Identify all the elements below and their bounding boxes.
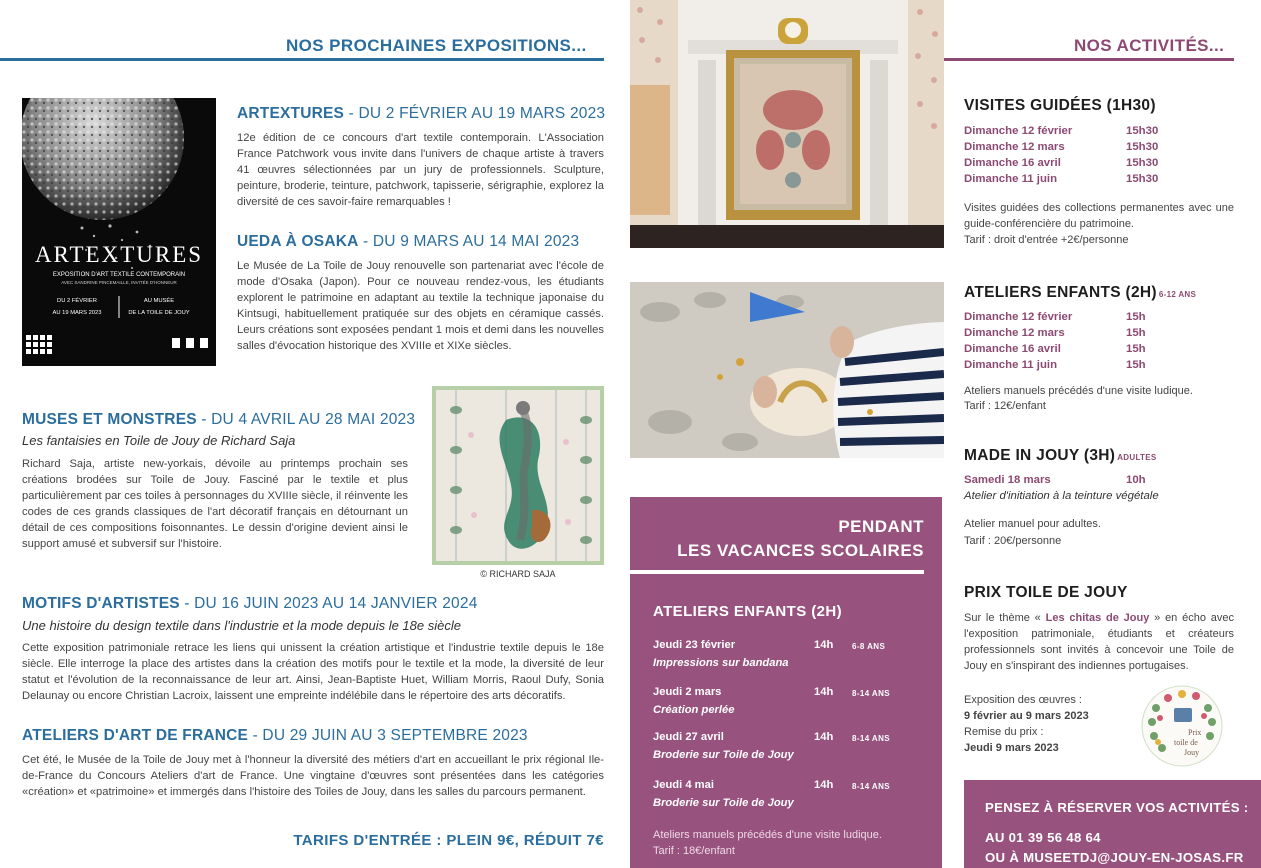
muses-name: MUSES ET MONSTRES <box>22 411 197 428</box>
activites-rule <box>944 58 1234 61</box>
vacances-ateliers-title: ATELIERS ENFANTS (2H) <box>653 603 842 620</box>
session-age: 8-14 ANS <box>852 734 891 743</box>
artextures-name: ARTEXTURES <box>237 105 345 122</box>
artextures-text: 12e édition de ce concours d'art textile contemporain. L'Association France Patchwork vous invite dans l'univers de chaque artiste à travers 41 œuvres sélectionnées par un jury de professionnels. Sculpture, peinture, broderie, teinture, patchwork, tapisserie, sérigraphie, explorez la diversité de ces savoir-faire remarquables ! <box>237 132 604 208</box>
prix-remise-label: Remise du prix : <box>964 726 1044 738</box>
motifs-subtitle: Une histoire du design textile dans l'industrie et la mode depuis le 18e siècle <box>22 618 461 633</box>
enfants-date: Dimanche 16 avril <box>964 343 1061 355</box>
enfants-title <box>964 284 1196 302</box>
poster-venue-1: AU MUSÉE <box>143 298 175 304</box>
visites-schedule <box>964 123 1158 187</box>
enfants-row <box>964 325 1146 341</box>
prix-logo-text-1: Prix <box>1188 728 1202 737</box>
visite-date: Dimanche 12 mars <box>964 141 1065 153</box>
saja-credit: © RICHARD SAJA <box>480 569 556 579</box>
made-schedule <box>964 472 1146 488</box>
session-date: Jeudi 4 mai <box>653 779 714 791</box>
prix-text-a: Sur le thème « <box>964 612 1046 624</box>
motifs-name: MOTIFS D'ARTISTES <box>22 595 180 612</box>
children-workshop-photo <box>630 282 944 458</box>
prix-expo-label: Exposition des œuvres : <box>964 694 1082 706</box>
ueda-name: UEDA À OSAKA <box>237 233 359 250</box>
activites-heading: NOS ACTIVITÉS... <box>1074 36 1225 55</box>
prix-remise-date: Jeudi 9 mars 2023 <box>964 742 1059 754</box>
session-age: 8-14 ANS <box>852 689 891 698</box>
motifs-dates: - DU 16 JUIN 2023 AU 14 JANVIER 2024 <box>179 595 478 612</box>
saja-artwork-frame <box>432 386 604 565</box>
visite-row <box>964 155 1158 171</box>
museum-room-photo <box>630 0 944 248</box>
session-title: Broderie sur Toile de Jouy <box>653 749 794 761</box>
session-hour: 14h <box>814 779 834 791</box>
enfants-date: Dimanche 12 mars <box>964 327 1065 339</box>
enfants-schedule <box>964 309 1146 373</box>
muses-subtitle: Les fantaisies en Toile de Jouy de Richard Saja <box>22 433 296 448</box>
poster-dates-2: AU 19 MARS 2023 <box>52 310 102 316</box>
muses-title <box>22 411 422 429</box>
visite-time: 15h30 <box>1126 141 1159 153</box>
reservation-panel <box>964 780 1261 868</box>
prix-toile-de-jouy-logo <box>1136 682 1228 770</box>
muses-dates: - DU 4 AVRIL AU 28 MAI 2023 <box>196 411 416 428</box>
enfants-date: Dimanche 11 juin <box>964 359 1058 371</box>
motifs-title <box>22 595 612 613</box>
expositions-heading: NOS PROCHAINES EXPOSITIONS... <box>286 36 587 55</box>
ateliers-art-title <box>22 727 612 745</box>
session-hour: 14h <box>814 639 834 651</box>
made-title <box>964 447 1157 465</box>
enfants-note-2: Tarif : 12€/enfant <box>964 400 1046 412</box>
enfants-time: 15h <box>1126 343 1146 355</box>
saja-artwork <box>436 390 600 561</box>
visite-time: 15h30 <box>1126 157 1159 169</box>
expositions-rule <box>0 58 604 61</box>
made-time: 10h <box>1126 474 1146 486</box>
ateliers-art-name: ATELIERS D'ART DE FRANCE <box>22 727 249 744</box>
ueda-title <box>237 233 607 251</box>
reservation-title: PENSEZ À RÉSERVER VOS ACTIVITÉS : <box>985 800 1249 815</box>
workshop-illustration <box>630 282 944 458</box>
made-note-2: Tarif : 20€/personne <box>964 535 1062 547</box>
poster-title: ARTEXTURES <box>34 242 204 267</box>
prix-logo-wreath <box>1136 682 1228 770</box>
visite-date: Dimanche 11 juin <box>964 173 1058 185</box>
vacances-panel <box>630 497 942 868</box>
vacances-session <box>653 729 933 763</box>
session-age: 8-14 ANS <box>852 782 891 791</box>
visites-note-2: Tarif : droit d'entrée +2€/personne <box>964 234 1129 246</box>
enfants-time: 15h <box>1126 311 1146 323</box>
session-title: Impressions sur bandana <box>653 657 789 669</box>
made-adult-tag: ADULTES <box>1117 453 1157 462</box>
prix-logo-text-2: toile de <box>1174 738 1198 747</box>
enfants-time: 15h <box>1126 359 1146 371</box>
enfants-note-1: Ateliers manuels précédés d'une visite ludique. <box>964 385 1193 397</box>
enfants-row <box>964 341 1146 357</box>
reservation-phone[interactable]: AU 01 39 56 48 64 <box>985 830 1101 845</box>
made-row <box>964 472 1146 488</box>
prix-theme: Les chitas de Jouy <box>1045 612 1150 624</box>
visites-note-1: Visites guidées des collections permanentes avec une guide-conférencière du patrimoine. <box>964 202 1234 230</box>
artextures-poster <box>22 98 216 366</box>
muses-text: Richard Saja, artiste new-yorkais, dévoile au printemps prochain ses créations brodées sur Toile de Jouy. Fasciné par le textile et plus particulièrement par ces toiles à personnages du XVIIIe siècle, il réinvente les codes de ces grands classiques de l'art décoratif français en détournant un détail de ces compositions foisonnantes. Le dessin d'origine devient ainsi le support amusé et subversif sur l'histoire. <box>22 458 408 550</box>
enfants-time: 15h <box>1126 327 1146 339</box>
enfants-row <box>964 357 1146 373</box>
made-date: Samedi 18 mars <box>964 474 1051 486</box>
artextures-dates: - DU 2 FÉVRIER AU 19 MARS 2023 <box>344 105 606 122</box>
session-date: Jeudi 23 février <box>653 639 736 651</box>
visites-title: VISITES GUIDÉES (1H30) <box>964 97 1156 114</box>
made-subtitle: Atelier d'initiation à la teinture végétale <box>964 490 1159 502</box>
vacances-heading-2: LES VACANCES SCOLAIRES <box>677 541 924 560</box>
visite-date: Dimanche 16 avril <box>964 157 1061 169</box>
reservation-email[interactable]: OU À MUSEETDJ@JOUY-EN-JOSAS.FR <box>985 850 1244 865</box>
poster-dates-1: DU 2 FÉVRIER <box>57 298 97 304</box>
prix-text <box>964 610 1234 674</box>
artextures-title <box>237 105 607 123</box>
motifs-text: Cette exposition patrimoniale retrace les liens qui unissent la création artistique et l'industrie textile depuis le 18e siècle. Elle interroge la place des artistes dans la création des motifs pour le textile et la mode, la diversité de leur statut et l'évolution de la reconnaissance de leur art. Ainsi, Jean-Baptiste Huet, William Morris, Raoul Dufy, Sonia Delaunay ou encore Christian Lacroix, laissent une empreinte indélébile dans le répertoire des arts décoratifs. <box>22 642 604 702</box>
vacances-session <box>653 684 933 718</box>
enfants-date: Dimanche 12 février <box>964 311 1073 323</box>
made-note-1: Atelier manuel pour adultes. <box>964 518 1101 530</box>
session-title: Broderie sur Toile de Jouy <box>653 797 794 809</box>
vacances-note-2: Tarif : 18€/enfant <box>653 845 735 857</box>
poster-artwork <box>22 98 216 366</box>
poster-venue-2: DE LA TOILE DE JOUY <box>128 310 190 316</box>
enfants-age-tag: 6-12 ANS <box>1158 290 1197 299</box>
prix-expo-dates: 9 février au 9 mars 2023 <box>964 710 1089 722</box>
vacances-heading-1: PENDANT <box>838 517 924 536</box>
prix-text-c: » en écho avec l'exposition patrimoniale, étudiants et créateurs professionnels sont invités à concevoir une Toile de Jouy en s'inspirant des indiennes portugaises. <box>964 612 1235 672</box>
ateliers-art-text: Cet été, le Musée de la Toile de Jouy met à l'honneur la diversité des métiers d'art en accueillant le prix régional Ile-de-France du Concours Ateliers d'art de France. Une vingtaine d'œuvres sont présentées dans les catégories «création» et «patrimoine» et immergés dans l'histoire des Toiles de Jouy, dans les salles du parcours permanent. <box>22 754 604 798</box>
session-age: 6-8 ANS <box>852 642 886 651</box>
session-hour: 14h <box>814 686 834 698</box>
ueda-text: Le Musée de La Toile de Jouy renouvelle son partenariat avec l'école de mode d'Osaka (Japon). Pour ce nouveau rendez-vous, les étudiants explorent le patrimoine en adaptant au textile la technique japonaise du Kintsugi, habituellement pratiquée sur des objets en céramique cassés. Leurs créations sont exposées pendant 1 mois et demi dans les nouvelles salles d'évocation historique des XVIIIe et XIXe siècles. <box>237 260 604 352</box>
tarifs-entree: TARIFS D'ENTRÉE : PLEIN 9€, RÉDUIT 7€ <box>293 832 604 849</box>
visite-row <box>964 139 1158 155</box>
enfants-row <box>964 309 1146 325</box>
poster-subtitle: EXPOSITION D'ART TEXTILE CONTEMPORAIN <box>52 272 186 278</box>
poster-guest: AVEC SANDRINE PINCEMAILLE, INVITÉE D'HONNEUR <box>61 280 177 285</box>
visite-time: 15h30 <box>1126 173 1159 185</box>
ueda-dates: - DU 9 MARS AU 14 MAI 2023 <box>358 233 580 250</box>
visite-row <box>964 171 1158 187</box>
session-hour: 14h <box>814 731 834 743</box>
visite-date: Dimanche 12 février <box>964 125 1073 137</box>
made-title-text: MADE IN JOUY (3H) <box>964 447 1116 464</box>
vacances-note-1: Ateliers manuels précédés d'une visite ludique. <box>653 829 882 841</box>
prix-logo-text-3: Jouy <box>1184 748 1200 757</box>
visite-row <box>964 123 1158 139</box>
enfants-title-text: ATELIERS ENFANTS (2H) <box>964 284 1157 301</box>
vacances-rule <box>630 570 924 574</box>
session-date: Jeudi 27 avril <box>653 731 724 743</box>
vacances-session <box>653 777 933 811</box>
fireplace-illustration <box>630 0 944 248</box>
ateliers-art-dates: - DU 29 JUIN AU 3 SEPTEMBRE 2023 <box>248 727 528 744</box>
visite-time: 15h30 <box>1126 125 1159 137</box>
session-title: Création perlée <box>653 704 735 716</box>
prix-title: PRIX TOILE DE JOUY <box>964 584 1128 601</box>
vacances-session <box>653 637 933 671</box>
session-date: Jeudi 2 mars <box>653 686 722 698</box>
